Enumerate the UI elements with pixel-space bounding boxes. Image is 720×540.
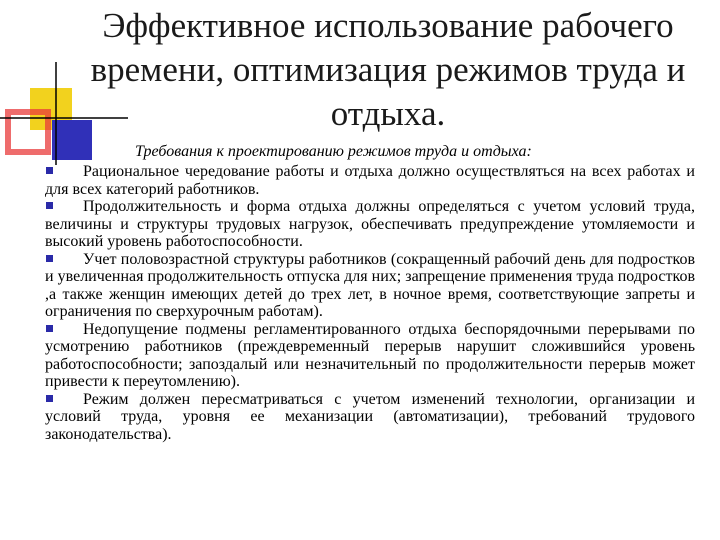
slide-subtitle: Требования к проектированию режимов труда и отдыха:	[135, 143, 532, 160]
bullet-item	[45, 163, 695, 198]
bullet-text: Учет половозрастной структуры работников (сокращенный рабочий день для подростков и увеличенная продолжительность отпуска для них; запрещение применения труда подростков ,а также женщин имеющих детей до трех лет, в ночное время, соответствующие запреты и ограничения по сверхурочным работам).	[45, 250, 695, 320]
bullet-text: Режим должен пересматриваться с учетом изменений технологии, организации и условий труда, уровня ее механизации (автоматизации), требований трудового законодательства).	[45, 390, 695, 443]
bullet-list	[45, 163, 695, 443]
bullet-text: Продолжительность и форма отдыха должны определяться с учетом условий труда, величины и структуры трудовых нагрузок, обеспечивать предупреждение утомляемости и высокий уровень работоспособности.	[45, 198, 695, 250]
bullet-square-icon	[46, 325, 53, 332]
bullet-square-icon	[46, 202, 53, 209]
bullet-square-icon	[46, 255, 53, 262]
bullet-square-icon	[46, 395, 53, 402]
bullet-text: Рациональное чередование работы и отдыха должно осуществляться на всех работах и для всех категорий работников.	[45, 163, 695, 198]
bullet-item	[45, 251, 695, 321]
bullet-item	[45, 321, 695, 391]
bullet-square-icon	[46, 167, 53, 174]
bullet-item	[45, 391, 695, 444]
slide-title: Эффективное использование рабочего времени, оптимизация режимов труда и отдыха.	[90, 6, 686, 133]
bullet-item	[45, 198, 695, 251]
bullet-text: Недопущение подмены регламентированного отдыха беспорядочными перерывами по усмотрению работников (преждевременный перерыв нарушит сложившийся уровень работоспособности; запоздалый или незначительный по продолжительности перерыв может привести к переутомлению).	[45, 320, 695, 390]
